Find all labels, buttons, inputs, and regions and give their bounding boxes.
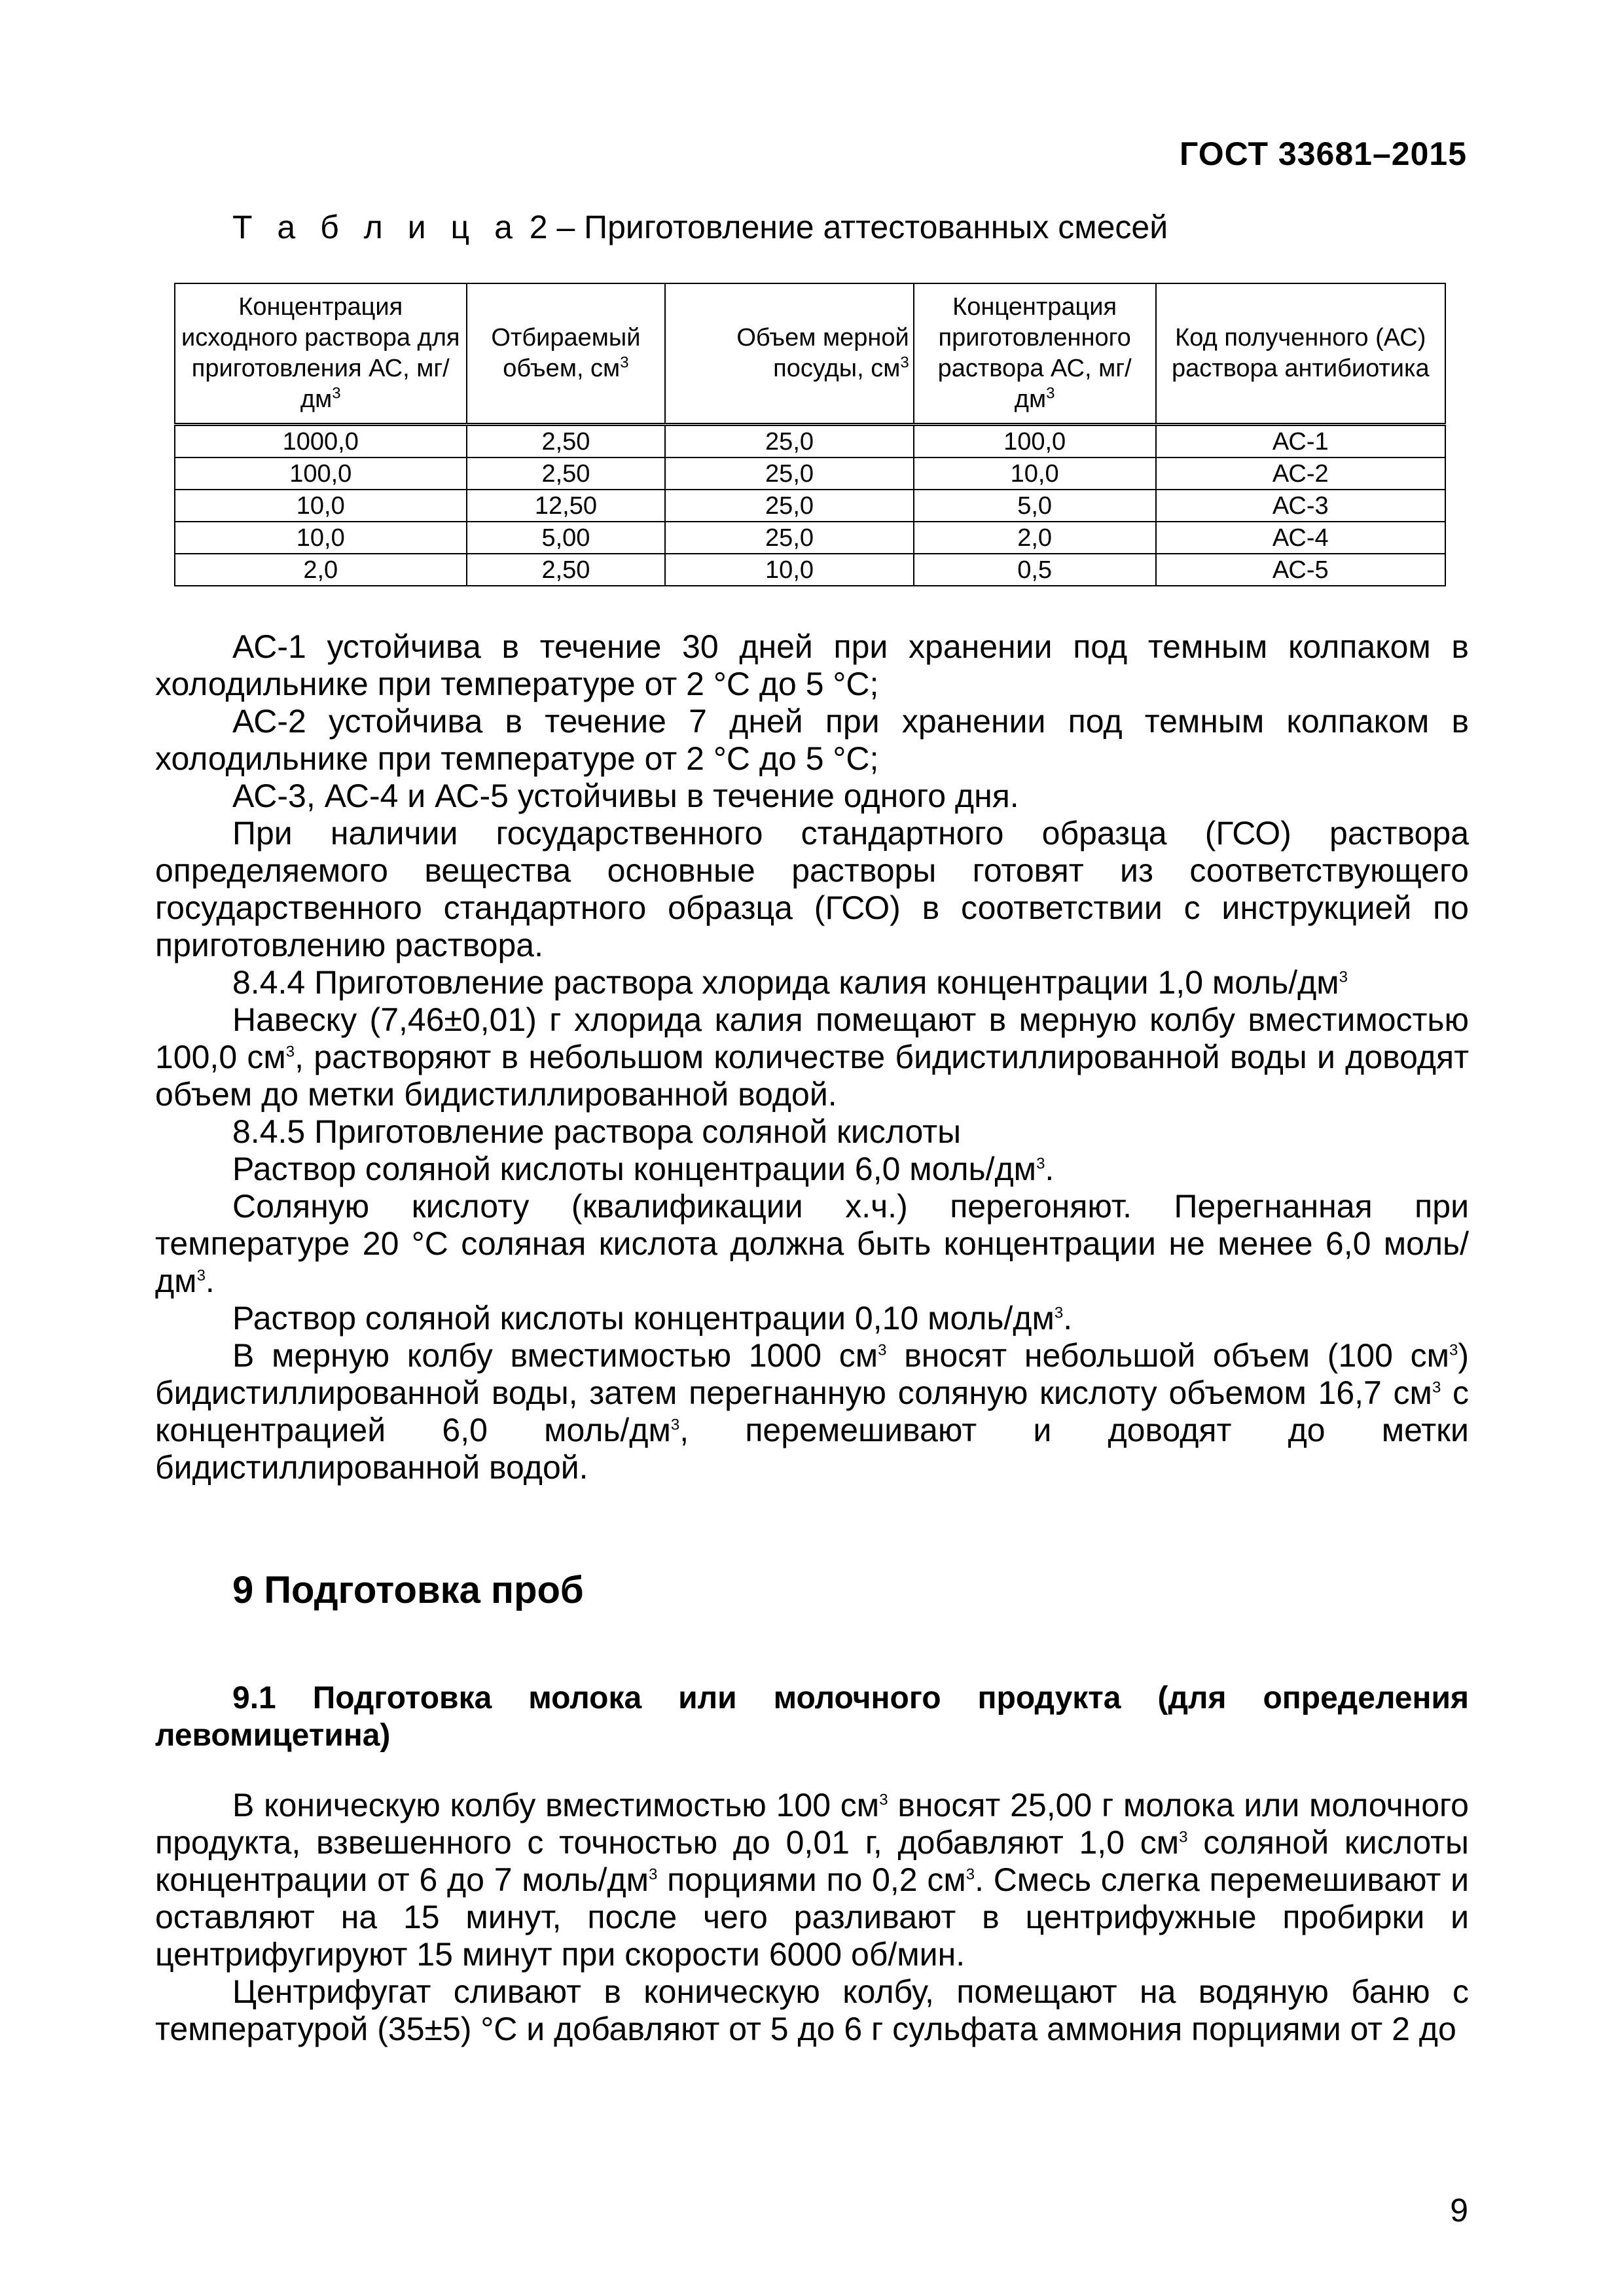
text-run: Раствор соляной кислоты концентрации 6,0 моль/дм <box>232 1151 1037 1187</box>
table-cell: 12,50 <box>467 490 666 522</box>
paragraph <box>155 1787 1469 1973</box>
text-run: Навеску (7,46±0,01) г хлорида калия помещают в мерную колбу вместимостью 100,0 см <box>155 1001 1469 1075</box>
table-cell: 2,50 <box>467 457 666 490</box>
text-run: вносят небольшой объем (100 см <box>886 1337 1449 1374</box>
text-run: АС-3, АС-4 и АС-5 устойчивы в течение одного дня. <box>232 778 1019 814</box>
superscript: 3 <box>1036 1155 1045 1173</box>
column-header-flask-volume: Объем мерной посуды, $см^3$ <box>665 283 913 425</box>
table-cell: 25,0 <box>665 522 913 554</box>
paragraph <box>155 703 1469 778</box>
subsection-heading: 9.1 Подготовка молока или молочного продукта (для определения левомицетина) <box>155 1681 1469 1753</box>
text-run: Раствор соляной кислоты концентрации 0,10 моль/дм <box>232 1300 1055 1336</box>
text-run: порциями по 0,2 см <box>657 1861 966 1898</box>
text-run: . <box>1045 1151 1055 1187</box>
text-run: соляной кислоты концентрации от 6 до 7 моль/дм <box>155 1824 1469 1898</box>
table-cell: 10,0 <box>175 522 467 554</box>
table-row <box>175 425 1445 458</box>
table-cell: 2,50 <box>467 425 666 458</box>
text-run: АС-2 устойчива в течение 7 дней при хранении под темным колпаком в холодильнике при температуре от 2 °С до 5 °С; <box>155 703 1469 777</box>
text-run: вносят 25,00 г молока или молочного продукта, взвешенного с точностью до 0,01 г, добавляют 1,0 см <box>155 1787 1469 1861</box>
body-text-block <box>155 628 1469 1486</box>
text-run: В коническую колбу вместимостью 100 см <box>232 1787 880 1823</box>
text-run: . <box>205 1263 215 1299</box>
table-cell: АС-2 <box>1156 457 1445 490</box>
text-run: Соляную кислоту (квалификации х.ч.) перегоняют. Перегнанная при температуре 20 °С соляная кислота должна быть концентрации не менее 6,0 моль/дм <box>155 1188 1469 1299</box>
paragraph <box>155 628 1469 703</box>
paragraph <box>155 815 1469 964</box>
preparation-table <box>174 283 1446 586</box>
table-cell: 2,50 <box>467 554 666 586</box>
superscript: 3 <box>1339 968 1348 986</box>
table-caption <box>232 208 1168 246</box>
text-run: . <box>1063 1300 1073 1336</box>
text-run: ) бидистиллированной воды, затем перегнанную соляную кислоту объемом 16,7 см <box>155 1337 1469 1411</box>
table-cell: АС-5 <box>1156 554 1445 586</box>
paragraph <box>155 1300 1469 1337</box>
table-header-row <box>175 283 1445 425</box>
table-cell: АС-3 <box>1156 490 1445 522</box>
superscript: 3 <box>196 1266 206 1285</box>
text-run: , перемешивают и доводят до метки бидистиллированной водой. <box>155 1412 1469 1486</box>
superscript: 3 <box>670 1416 680 1434</box>
body-text-block-2 <box>155 1787 1469 2048</box>
text-run: АС-1 устойчива в течение 30 дней при хранении под темным колпаком в холодильнике при температуре от 2 °С до 5 °С; <box>155 628 1469 702</box>
table-cell: 25,0 <box>665 457 913 490</box>
standard-header: ГОСТ 33681–2015 <box>1180 135 1467 172</box>
paragraph <box>155 1973 1469 2048</box>
table-cell: АС-4 <box>1156 522 1445 554</box>
table-cell: 5,0 <box>914 490 1156 522</box>
table-cell: 100,0 <box>175 457 467 490</box>
table-cell: АС-1 <box>1156 425 1445 458</box>
text-run: с концентрацией 6,0 моль/дм <box>155 1374 1469 1448</box>
paragraph <box>155 964 1469 1001</box>
text-run: , растворяют в небольшом количестве бидистиллированной воды и доводят объем до метки бидистиллированной водой. <box>155 1039 1470 1113</box>
table-cell: 10,0 <box>665 554 913 586</box>
superscript: 3 <box>879 1791 888 1809</box>
page-number: 9 <box>1450 2192 1468 2229</box>
text-run: Центрифугат сливают в коническую колбу, помещают на водяную баню с температурой (35±5) °С и добавляют от 5 до 6 г сульфата аммония порциями от 2 до <box>155 1973 1469 2047</box>
text-run: При наличии государственного стандартного образца (ГСО) раствора определяемого вещества основные растворы готовят из соответствующего государственного стандартного образца (ГСО) в соответствии с инструкцией по приготовлению раствора. <box>155 815 1469 963</box>
superscript: 3 <box>1449 1341 1458 1359</box>
superscript: 3 <box>1432 1378 1441 1397</box>
table-caption-title: 2 – Приготовление аттестованных смесей <box>520 209 1168 245</box>
superscript: 3 <box>1179 1828 1188 1846</box>
paragraph <box>155 1113 1469 1151</box>
paragraph <box>155 1337 1469 1486</box>
text-run: 8.4.4 Приготовление раствора хлорида калия концентрации 1,0 моль/дм <box>232 964 1339 1001</box>
text-run: 8.4.5 Приготовление раствора соляной кислоты <box>232 1113 962 1150</box>
superscript: 3 <box>1054 1304 1064 1322</box>
table-cell: 2,0 <box>914 522 1156 554</box>
paragraph <box>155 1151 1469 1188</box>
paragraph <box>155 778 1469 815</box>
table-caption-prefix: Т а б л и ц а <box>232 209 520 245</box>
superscript: 3 <box>965 1865 975 1884</box>
text-run: . Смесь слегка перемешивают и оставляют на 15 минут, после чего разливают в центрифужные пробирки и центрифугируют 15 минут при скорости 6000 об/мин. <box>155 1861 1469 1973</box>
table-cell: 100,0 <box>914 425 1156 458</box>
table-cell: 10,0 <box>914 457 1156 490</box>
table-cell: 10,0 <box>175 490 467 522</box>
column-header-result-concentration: Концентрация приготовленного раствора АС, $мг/дм^3$ <box>914 283 1156 425</box>
paragraph <box>155 1188 1469 1300</box>
table-cell: 0,5 <box>914 554 1156 586</box>
table-cell: 2,0 <box>175 554 467 586</box>
column-header-volume-taken: Отбираемый объем, $см^3$ <box>467 283 666 425</box>
table-cell: 1000,0 <box>175 425 467 458</box>
section-heading: 9 Подготовка проб <box>232 1569 584 1611</box>
table-row <box>175 490 1445 522</box>
table-row <box>175 522 1445 554</box>
superscript: 3 <box>878 1341 887 1359</box>
superscript: 3 <box>285 1043 295 1061</box>
table-cell: 5,00 <box>467 522 666 554</box>
table-row <box>175 457 1445 490</box>
table-cell: 25,0 <box>665 425 913 458</box>
column-header-solution-code: Код полученного (АС) раствора антибиотика <box>1156 283 1445 425</box>
table-cell: 25,0 <box>665 490 913 522</box>
paragraph <box>155 1001 1469 1113</box>
table-row <box>175 554 1445 586</box>
column-header-source-concentration: Концентрация исходного раствора для приготовления АС, $мг/дм^3$ <box>175 283 467 425</box>
text-run: В мерную колбу вместимостью 1000 см <box>232 1337 878 1374</box>
superscript: 3 <box>649 1865 658 1884</box>
